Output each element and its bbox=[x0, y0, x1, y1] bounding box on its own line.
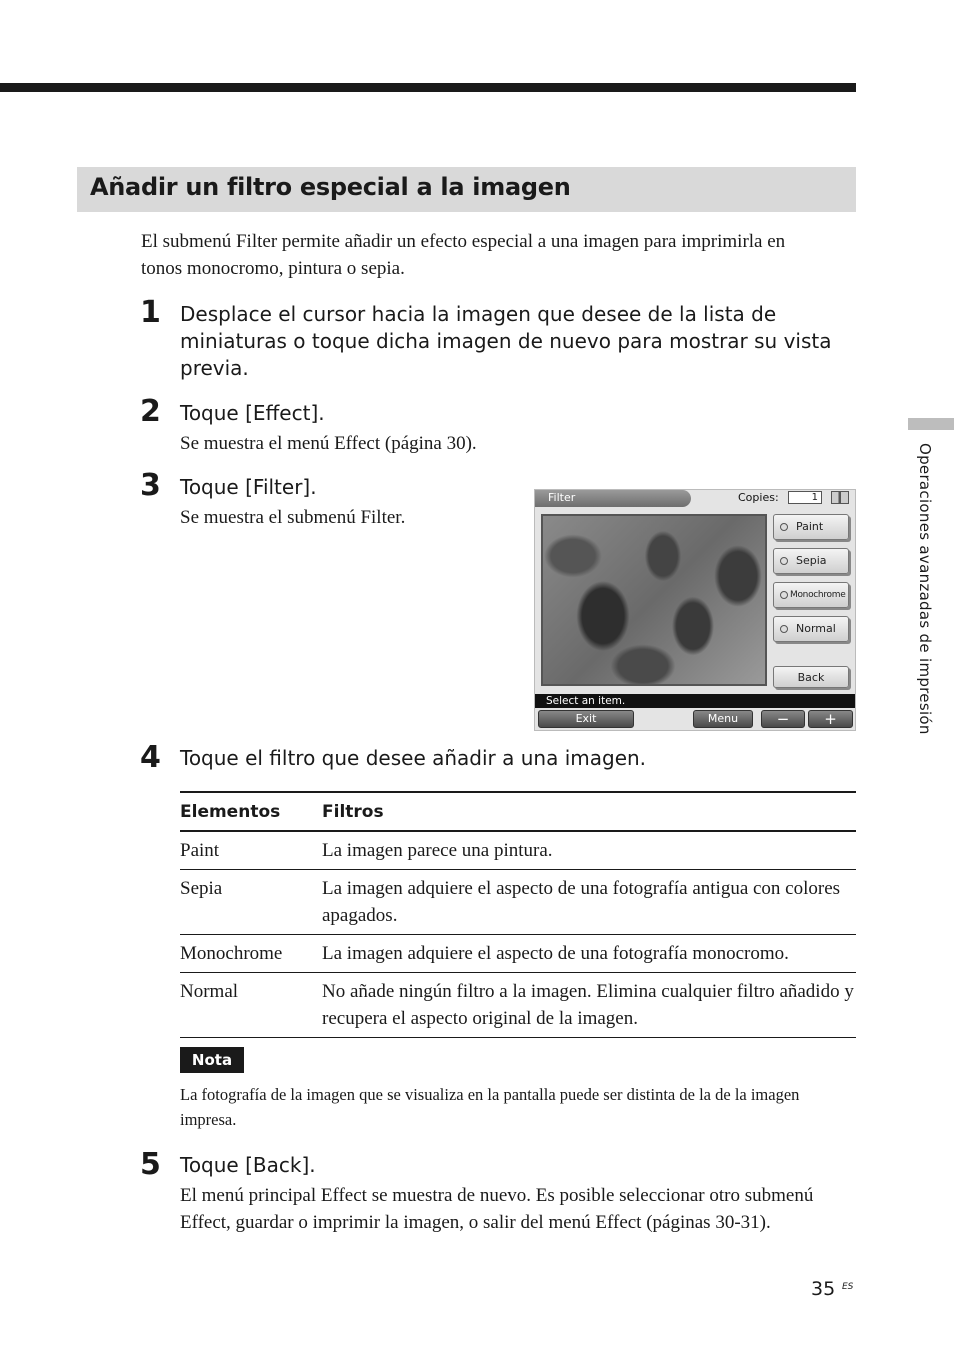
note-badge: Nota bbox=[180, 1047, 244, 1073]
step-3-subtext: Se muestra el submenú Filter. bbox=[180, 507, 406, 528]
step-2-number: 2 bbox=[140, 394, 161, 429]
table-cell-description: La imagen parece una pintura. bbox=[322, 831, 856, 870]
table-cell-description: La imagen adquiere el aspecto de una fotografía monocromo. bbox=[322, 935, 856, 973]
device-paint-button[interactable] bbox=[773, 514, 849, 540]
step-3-text: Toque [Filter]. bbox=[180, 475, 317, 499]
device-copies-field[interactable]: 1 bbox=[788, 491, 822, 504]
intro-paragraph: El submenú Filter permite añadir un efecto especial a una imagen para imprimirla en tonos monocromo, pintura o sepia. bbox=[141, 231, 786, 279]
step-5-subtext: El menú principal Effect se muestra de nuevo. Es posible seleccionar otro submenú Effect, guardar o imprimir la imagen, o salir del menú Effect (páginas 30-31). bbox=[180, 1185, 814, 1233]
device-back-button[interactable] bbox=[773, 666, 849, 688]
device-title: Filter bbox=[548, 491, 576, 504]
section-header bbox=[77, 167, 856, 212]
side-tab-marker bbox=[908, 418, 954, 430]
step-1-number: 1 bbox=[140, 295, 161, 330]
step-5-text: Toque [Back]. bbox=[180, 1153, 316, 1177]
device-monochrome-label: Monochrome bbox=[790, 590, 846, 600]
device-normal-button[interactable] bbox=[773, 616, 849, 642]
step-4-text: Toque el filtro que desee añadir a una imagen. bbox=[180, 746, 647, 770]
step-5-number: 5 bbox=[140, 1147, 161, 1182]
device-back-label: Back bbox=[797, 671, 825, 684]
radio-icon bbox=[780, 557, 788, 565]
device-plus-button[interactable]: + bbox=[808, 710, 853, 728]
table-header-elementos: Elementos bbox=[180, 792, 322, 831]
device-copies-stepper[interactable] bbox=[831, 491, 849, 504]
filters-table bbox=[180, 791, 856, 1038]
device-preview-photo bbox=[541, 514, 767, 686]
device-paint-label: Paint bbox=[796, 520, 824, 533]
device-exit-button[interactable]: Exit bbox=[538, 710, 634, 728]
device-menu-button[interactable]: Menu bbox=[693, 710, 753, 728]
radio-icon bbox=[780, 625, 788, 633]
table-header-filtros: Filtros bbox=[322, 792, 856, 831]
table-header-row bbox=[180, 792, 856, 831]
device-sepia-label: Sepia bbox=[796, 554, 827, 567]
step-2-text: Toque [Effect]. bbox=[180, 401, 325, 425]
device-title-bar bbox=[535, 490, 691, 507]
table-cell-item: Monochrome bbox=[180, 935, 322, 973]
device-status-bar: Select an item. bbox=[535, 694, 856, 708]
device-screen-illustration bbox=[534, 489, 856, 731]
table-row bbox=[180, 870, 856, 935]
table-cell-item: Paint bbox=[180, 831, 322, 870]
device-sepia-button[interactable] bbox=[773, 548, 849, 574]
table-cell-description: La imagen adquiere el aspecto de una fotografía antigua con colores apagados. bbox=[322, 870, 856, 935]
device-copies-label: Copies: bbox=[738, 491, 779, 504]
table-row bbox=[180, 831, 856, 870]
top-rule bbox=[0, 83, 856, 92]
page-language: ES bbox=[842, 1282, 854, 1292]
section-title: Añadir un filtro especial a la imagen bbox=[90, 173, 571, 201]
table-row bbox=[180, 973, 856, 1038]
device-minus-button[interactable]: − bbox=[761, 710, 805, 728]
step-1-text: Desplace el cursor hacia la imagen que desee de la lista de miniaturas o toque dicha imagen de nuevo para mostrar su vista previa. bbox=[180, 302, 832, 380]
device-monochrome-button[interactable] bbox=[773, 582, 849, 608]
step-2-subtext: Se muestra el menú Effect (página 30). bbox=[180, 433, 477, 454]
device-normal-label: Normal bbox=[796, 622, 836, 635]
table-cell-item: Sepia bbox=[180, 870, 322, 935]
note-text: La fotografía de la imagen que se visualiza en la pantalla puede ser distinta de la de la imagen impresa. bbox=[180, 1085, 800, 1129]
radio-icon bbox=[780, 591, 788, 599]
table-cell-description: No añade ningún filtro a la imagen. Elimina cualquier filtro añadido y recupera el aspecto original de la imagen. bbox=[322, 973, 856, 1038]
page-number: 35 bbox=[811, 1278, 836, 1300]
step-3-number: 3 bbox=[140, 468, 161, 503]
step-4-number: 4 bbox=[140, 740, 161, 775]
side-tab-label: Operaciones avanzadas de impresión bbox=[916, 443, 934, 735]
table-row bbox=[180, 935, 856, 973]
table-cell-item: Normal bbox=[180, 973, 322, 1038]
radio-icon bbox=[780, 523, 788, 531]
